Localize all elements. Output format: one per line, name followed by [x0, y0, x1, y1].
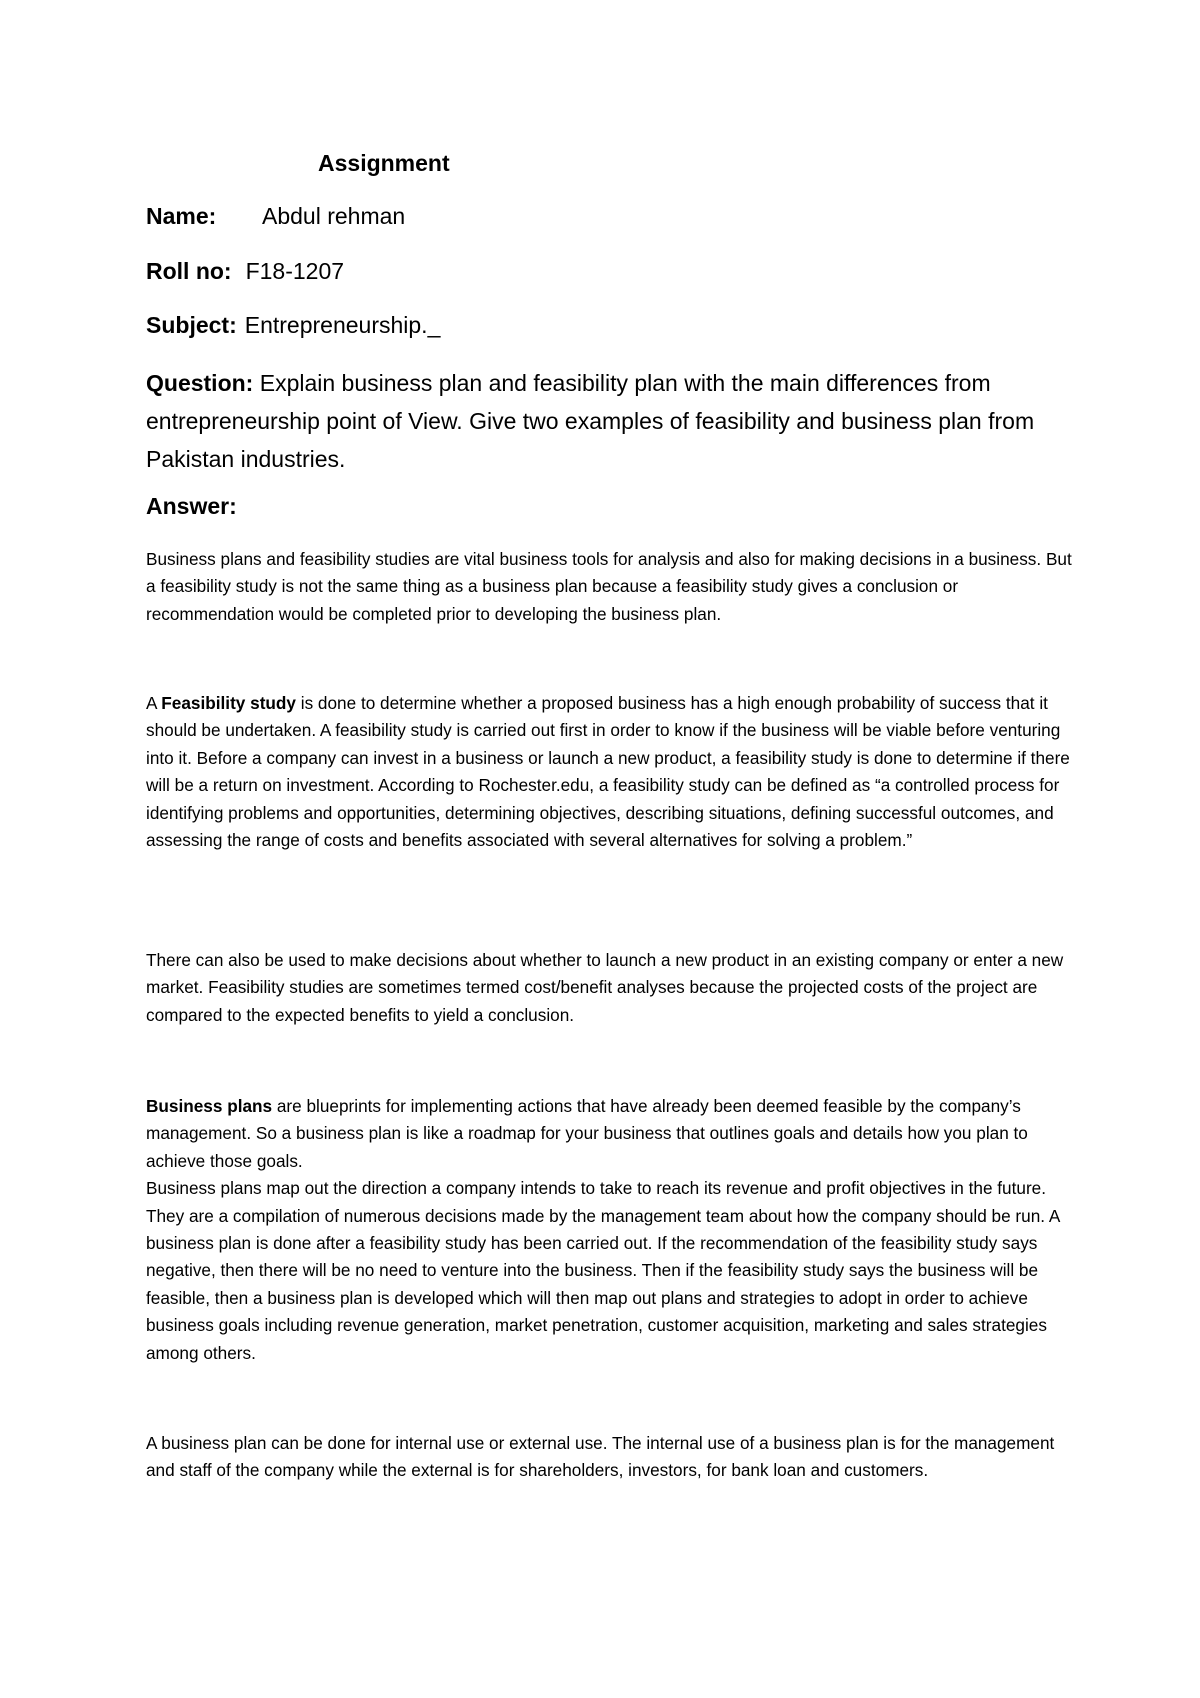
roll-label: Roll no:: [146, 258, 232, 284]
business-plans-term: Business plans: [146, 1096, 273, 1116]
feasibility-study-term: Feasibility study: [161, 693, 296, 713]
answer-paragraph-3: There can also be used to make decisions about whether to launch a new product in an existing company or enter a new market. Feasibility studies are sometimes termed cost/benefit analyses because the projected costs of the project are compared to the expected benefits to yield a conclusion.: [146, 950, 1064, 1025]
answer-paragraph-5: A business plan can be done for internal use or external use. The internal use of a business plan is for the management and staff of the company while the external is for shareholders, investors, for bank loan and customers.: [146, 1433, 1055, 1481]
name-value: Abdul rehman: [262, 203, 406, 229]
paragraph-4-text: are blueprints for implementing actions that have already been deemed feasible by the company’s management. So a business plan is like a roadmap for your business that outlines goals and details how you plan to achieve those goals.: [146, 1096, 1028, 1171]
name-label: Name:: [146, 203, 217, 229]
answer-paragraph-1: Business plans and feasibility studies are vital business tools for analysis and also for making decisions in a business. But a feasibility study is not the same thing as a business plan because a feasibility study gives a conclusion or recommendation would be completed prior to developing the business plan.: [146, 549, 1072, 624]
question-text: Explain business plan and feasibility plan with the main differences from entrepreneurship point of View. Give two examples of feasibility and business plan from Pakistan industries.: [146, 370, 1035, 472]
question-block: [146, 364, 1066, 478]
assignment-title: Assignment: [318, 150, 450, 176]
subject-label: Subject:: [146, 312, 237, 338]
roll-value: F18-1207: [245, 258, 345, 284]
subject-field: [146, 312, 440, 339]
subject-value: Entrepreneurship._: [244, 312, 441, 338]
roll-field: [146, 258, 344, 285]
paragraph-2-prefix: A: [146, 693, 162, 713]
name-field: [146, 203, 406, 230]
paragraph-4-continuation: Business plans map out the direction a company intends to take to reach its revenue and profit objectives in the future. They are a compilation of numerous decisions made by the management team about how the company should be run. A business plan is done after a feasibility study has been carried out. If the recommendation of the feasibility study says negative, then there will be no need to venture into the business. Then if the feasibility study says the business will be feasible, then a business plan is developed which will then map out plans and strategies to adopt in order to achieve business goals including revenue generation, market penetration, customer acquisition, marketing and sales strategies among others.: [146, 1178, 1060, 1363]
answer-label: Answer:: [146, 493, 237, 519]
answer-paragraph-4: [146, 1093, 1076, 1367]
answer-paragraph-2: [146, 690, 1076, 854]
paragraph-2-text: is done to determine whether a proposed business has a high enough probability of success that it should be undertaken. A feasibility study is carried out first in order to know if the business will be viable before venturing into it. Before a company can invest in a business or launch a new product, a feasibility study is done to determine if there will be a return on investment. According to Rochester.edu, a feasibility study can be defined as “a controlled process for identifying problems and opportunities, determining objectives, describing situations, defining successful outcomes, and assessing the range of costs and benefits associated with several alternatives for solving a problem.”: [146, 693, 1070, 851]
question-label: Question:: [146, 370, 254, 396]
